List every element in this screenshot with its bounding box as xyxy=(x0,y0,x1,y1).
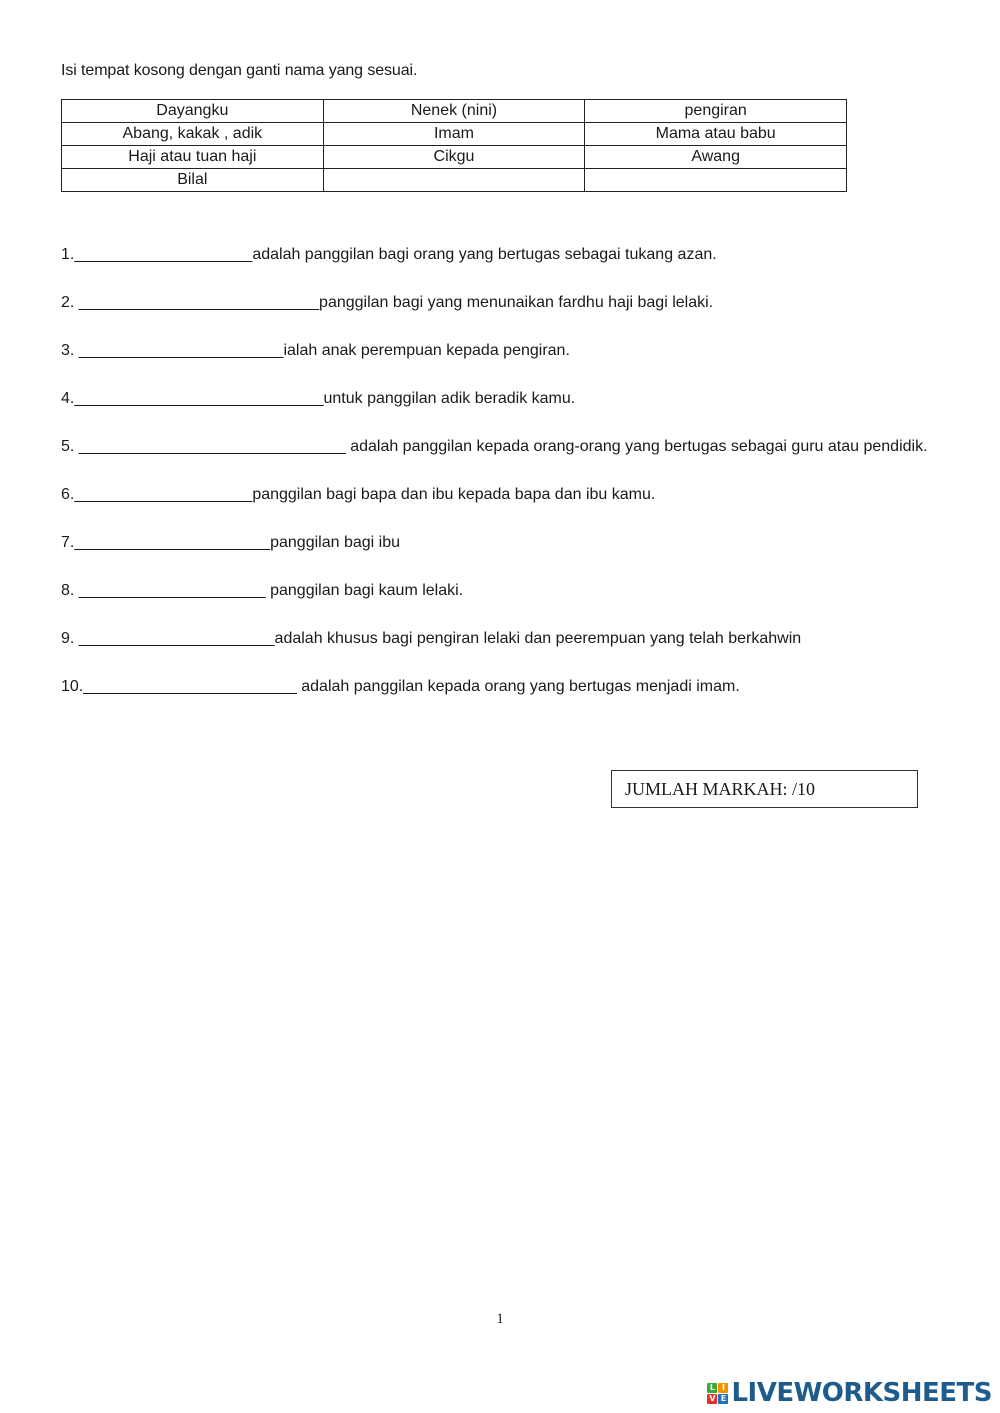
question-1: 1.____________________adalah panggilan bagi orang yang bertugas sebagai tukang azan. xyxy=(61,246,717,263)
table-cell: pengiran xyxy=(585,100,847,123)
question-2: 2. ___________________________panggilan bagi yang menunaikan fardhu haji bagi lelaki. xyxy=(61,294,714,311)
question-10: 10.________________________ adalah panggilan kepada orang yang bertugas menjadi imam. xyxy=(61,678,740,695)
table-cell: Nenek (nini) xyxy=(323,100,585,123)
table-row xyxy=(62,100,847,123)
question-4: 4.____________________________untuk panggilan adik beradik kamu. xyxy=(61,390,576,407)
table-cell xyxy=(323,169,585,192)
total-marks-label: JUMLAH MARKAH: /10 xyxy=(625,779,816,799)
table-cell: Cikgu xyxy=(323,146,585,169)
question-list xyxy=(61,244,981,724)
question-8: 8. _____________________ panggilan bagi kaum lelaki. xyxy=(61,582,464,599)
brand-name: LIVEWORKSHEETS xyxy=(731,1378,992,1408)
table-row xyxy=(62,123,847,146)
brand-footer xyxy=(707,1378,992,1408)
liveworksheets-logo-icon xyxy=(707,1383,728,1404)
question-5: 5. ______________________________ adalah panggilan kepada orang-orang yang bertugas sebagai guru atau pendidik. xyxy=(61,438,928,455)
table-cell: Mama atau babu xyxy=(585,123,847,146)
total-marks-box xyxy=(611,770,918,808)
word-bank-table xyxy=(61,99,847,192)
logo-letter: V xyxy=(709,1393,716,1403)
instruction-text: Isi tempat kosong dengan ganti nama yang sesuai. xyxy=(61,62,418,79)
question-6: 6.____________________panggilan bagi bapa dan ibu kepada bapa dan ibu kamu. xyxy=(61,486,656,503)
table-row xyxy=(62,146,847,169)
table-cell xyxy=(585,169,847,192)
table-cell: Abang, kakak , adik xyxy=(62,123,324,146)
logo-letter: L xyxy=(707,1383,717,1393)
table-cell: Dayangku xyxy=(62,100,324,123)
question-9: 9. ______________________adalah khusus bagi pengiran lelaki dan peerempuan yang telah berkahwin xyxy=(61,630,802,647)
logo-letter: E xyxy=(718,1394,728,1404)
table-row xyxy=(62,169,847,192)
table-cell: Bilal xyxy=(62,169,324,192)
logo-letter: I xyxy=(718,1383,728,1393)
table-cell: Imam xyxy=(323,123,585,146)
question-3: 3. _______________________ialah anak perempuan kepada pengiran. xyxy=(61,342,570,359)
question-7: 7.______________________panggilan bagi ibu xyxy=(61,534,400,551)
page-number: 1 xyxy=(496,1311,504,1327)
table-cell: Haji atau tuan haji xyxy=(62,146,324,169)
table-cell: Awang xyxy=(585,146,847,169)
